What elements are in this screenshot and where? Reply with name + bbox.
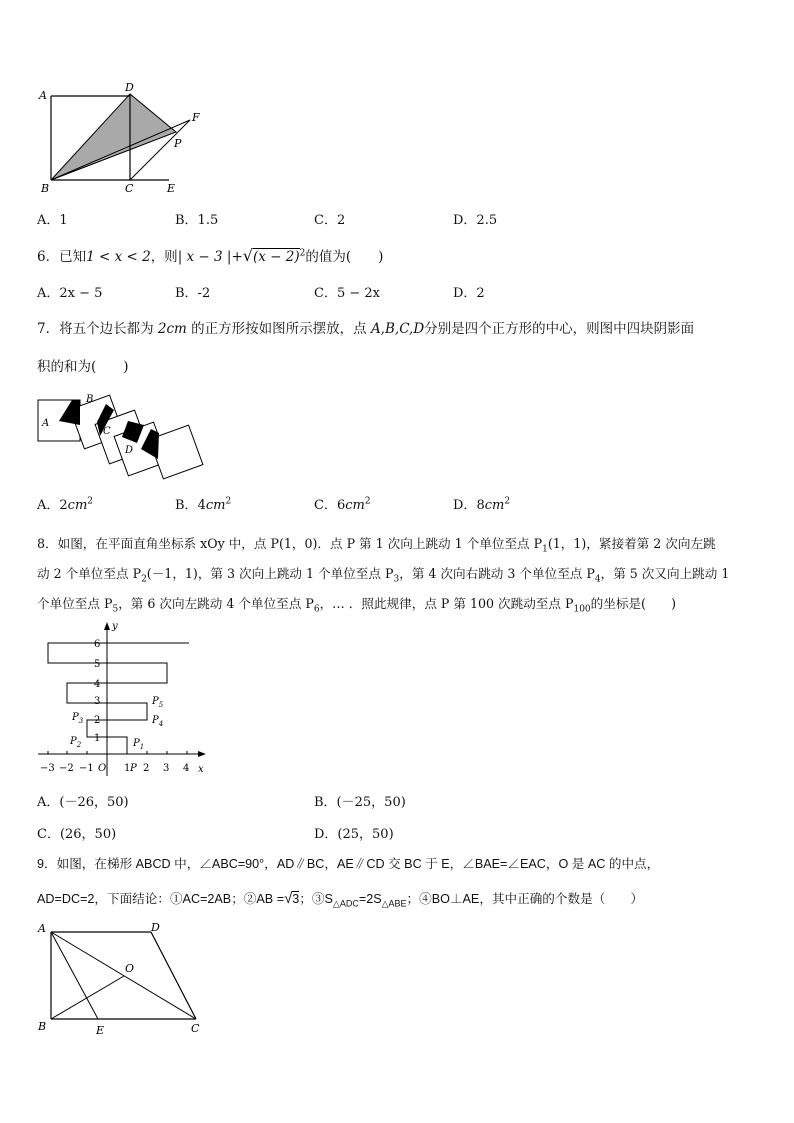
y-tick-5: 5: [94, 659, 101, 670]
q5-option-c: C．2: [314, 213, 346, 228]
q9-label-O: O: [125, 962, 135, 975]
y-tick-2: 2: [94, 715, 101, 726]
y-axis-label: y: [112, 621, 118, 632]
q8-option-d: D．(25，50): [314, 827, 394, 842]
point-P-label: P: [130, 763, 137, 774]
q8-stem-line3: 个单位至点 $P_5$，第 6 次向左跳动 4 个单位至点 $P_6$，… ．照此规律，点 P 第 100 次跳动至点 $P_{100}$的坐标是( ): [37, 596, 677, 615]
q5-figure: [36, 80, 211, 198]
x-tick-m1: −1: [79, 763, 94, 774]
q7-stem-line1: 7．将五个边长都为 2cm 的正方形按如图所示摆放，点 A,B,C,D分别是四个正方形的中心，则图中四块阴影面: [37, 321, 695, 337]
q9-label-E: E: [96, 1024, 105, 1037]
q8-stem-line1: 8．如图，在平面直角坐标系 xOy 中，点 P(1，0)．点 P 第 1 次向上跳动 1 个单位至点 $P_1(1$，1)，紧接着第 2 次向左跳: [37, 536, 716, 555]
q9-label-B: B: [38, 1020, 47, 1033]
q8-option-c: C．(26，50): [37, 827, 117, 842]
q6-option-b: B．-2: [175, 286, 211, 301]
q7-label-C: C: [103, 426, 111, 437]
q5-option-b: B．1.5: [175, 213, 219, 228]
x-tick-3: 3: [163, 763, 170, 774]
y-tick-1: 1: [94, 733, 101, 744]
y-tick-4: 4: [94, 679, 101, 690]
q8-option-b: B．(－25，50): [314, 795, 406, 810]
q8-stem-line2: 动 2 个单位至点 $P_2(-1$，1)，第 3 次向上跳动 1 个单位至点 $P_3$，第 4 次向右跳动 3 个单位至点 $P_4$，第 5 次又向上跳动 1: [37, 566, 730, 585]
q9-label-A: A: [38, 922, 46, 935]
q8-coordinate-figure: [34, 618, 214, 780]
x-tick-1: 1: [124, 763, 131, 774]
q9-stem-line1: 9．如图，在梯形 ABCD 中，∠ABC=90°，AD∥BC，AE∥CD 交 BC 于 E，∠BAE=∠EAC，O 是 AC 的中点，: [37, 857, 660, 871]
label-P: P: [174, 137, 182, 150]
q6-option-c: C．5 − 2x: [314, 286, 380, 301]
label-F: F: [192, 111, 200, 124]
y-tick-6: 6: [94, 639, 101, 650]
point-P2-label: $P_2$: [70, 736, 82, 749]
q6-option-d: D．2: [453, 286, 485, 301]
origin-label: O: [98, 763, 107, 774]
point-P5-label: $P_5$: [152, 696, 164, 709]
x-tick-m2: −2: [59, 763, 74, 774]
q9-label-C: C: [191, 1022, 200, 1035]
q6-stem: 6．已知1 < x < 2，则| x − 3 $|+√(x - 2)^2$的值为( ): [37, 246, 384, 265]
x-axis-label: x: [198, 764, 204, 775]
q6-option-a: A．2x − 5: [37, 286, 103, 301]
point-P1-label: $P_1$: [133, 738, 145, 751]
point-P3-label: $P_3$: [72, 712, 84, 725]
q5-option-a: A．1: [37, 213, 68, 228]
q7-figure: [36, 381, 206, 481]
q9-stem-line2: AD=DC=2，下面结论：①AC=2AB；②AB =√3；$③S_{\triangle ADC}=2S_{\triangle ABE}$；④BO⊥AE，其中正确的个数是（ ）: [37, 890, 644, 909]
q7-option-a: A．$2cm^2$: [37, 496, 94, 513]
shaded-triangle: [51, 94, 176, 180]
label-A: A: [39, 89, 47, 102]
q7-label-B: B: [86, 394, 94, 405]
q7-option-b: B．$4cm^2$: [175, 496, 232, 513]
q7-label-D: D: [125, 445, 134, 456]
q7-option-d: D．$8cm^2$: [453, 496, 511, 513]
x-tick-4: 4: [183, 763, 190, 774]
point-P4-label: $P_4$: [152, 715, 164, 728]
q5-option-d: D．2.5: [453, 213, 498, 228]
label-D: D: [125, 81, 134, 94]
q7-stem-line2: 积的和为( ): [37, 359, 129, 375]
q7-option-c: C．$6cm^2$: [314, 496, 371, 513]
label-E: E: [167, 182, 176, 195]
q8-option-a: A．(－26，50): [37, 795, 129, 810]
q9-label-D: D: [151, 921, 160, 934]
x-tick-2: 2: [143, 763, 150, 774]
q9-trapezoid-figure: [34, 920, 214, 1042]
y-tick-3: 3: [94, 696, 101, 707]
x-tick-m3: −3: [40, 763, 55, 774]
q7-label-A: A: [42, 418, 50, 429]
label-B: B: [41, 182, 50, 195]
label-C: C: [125, 182, 134, 195]
